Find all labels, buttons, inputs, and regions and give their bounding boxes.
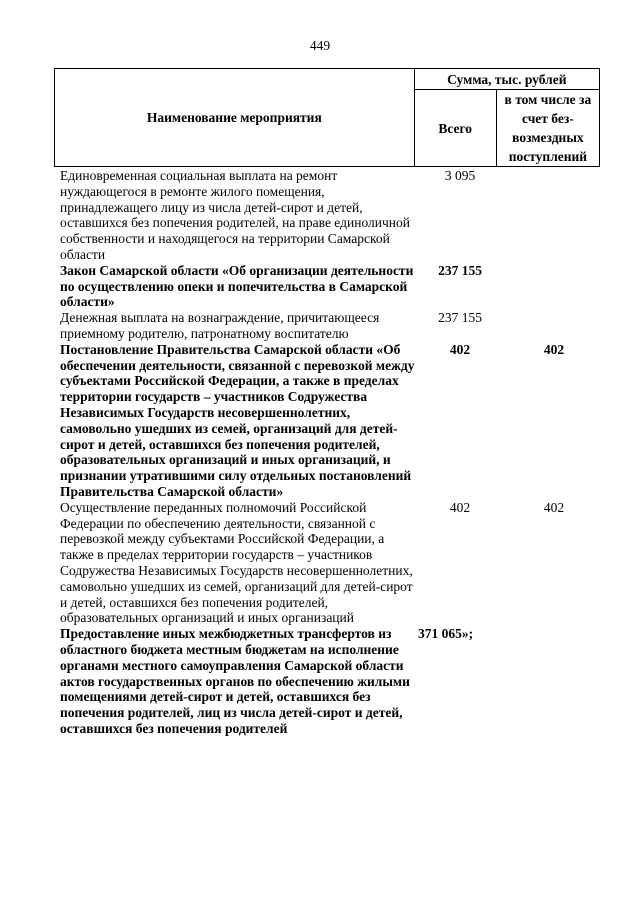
row-total: 3 095 — [444, 168, 476, 183]
row-total: 402 — [449, 499, 471, 515]
row-total: 402 — [449, 341, 471, 357]
header-sum-cell: Сумма, тыс. рублей — [414, 69, 599, 90]
row-bez: 402 — [543, 499, 565, 515]
header-name-cell: Наименование мероприятия — [55, 69, 415, 167]
table-row — [60, 500, 600, 626]
row-name: Постановление Правительства Самарской области «Об обеспечении деятельности, связанной с перевозкой между субъектами Российской Федерации, а также в пределах территории государств – участников Содружества Независимых Государств несовершеннолетних, самовольно ушедших из семей, организаций для детей-сирот и детей, оставшихся без попечения родителей, образовательных организаций и иных организаций, и признании утратившими силу отдельных постановлений Правительства Самарской области» — [60, 341, 415, 499]
row-name: Осуществление переданных полномочий Российской Федерации по обеспечению деятельности, связанной с перевозкой между субъектами Российской Федерации, а также в пределах территории государств – участников Содружества Независимых Государств несовершеннолетних, самовольно ушедших из семей, организаций для детей-сирот и детей, оставшихся без попечения родителей, образовательных организаций и иных организаций — [60, 499, 413, 626]
row-name: Закон Самарской области «Об организации деятельности по осуществлению опеки и попечительства в Самарской области» — [60, 262, 414, 310]
table-row — [60, 168, 600, 263]
table-row — [60, 626, 600, 737]
row-name: Единовременная социальная выплата на ремонт нуждающегося в ремонте жилого помещения, принадлежащего лицу из числа детей-сирот и детей, оставшихся без попечения родителей, на праве единоличной собственности и находящегося на территории Самарской области — [60, 168, 410, 262]
row-total: 237 155 — [438, 310, 482, 326]
row-total: 371 065»; — [418, 626, 474, 642]
table-row — [60, 310, 600, 342]
table-header — [54, 68, 600, 167]
header-total-cell: Всего — [414, 90, 496, 167]
row-bez: 402 — [543, 341, 565, 357]
page-number: 449 — [309, 38, 331, 53]
row-name: Денежная выплата на вознаграждение, причитающееся приемному родителю, патронатному воспитателю — [60, 310, 380, 341]
header-bez-cell: в том числе за счет без-возмездных поступлений — [496, 90, 599, 167]
row-name: Предоставление иных межбюджетных трансфертов из областного бюджета местным бюджетам на исполнение органами местного самоуправления Самарской области актов государственных органов по обеспечению жилыми помещениями детей-сирот и детей, оставшихся без попечения родителей, лиц из числа детей-сирот и детей, оставшихся без попечения родителей — [60, 626, 410, 736]
table-row — [60, 263, 600, 310]
row-total: 237 155 — [438, 262, 482, 278]
table-row — [60, 342, 600, 500]
table-body — [60, 168, 600, 737]
